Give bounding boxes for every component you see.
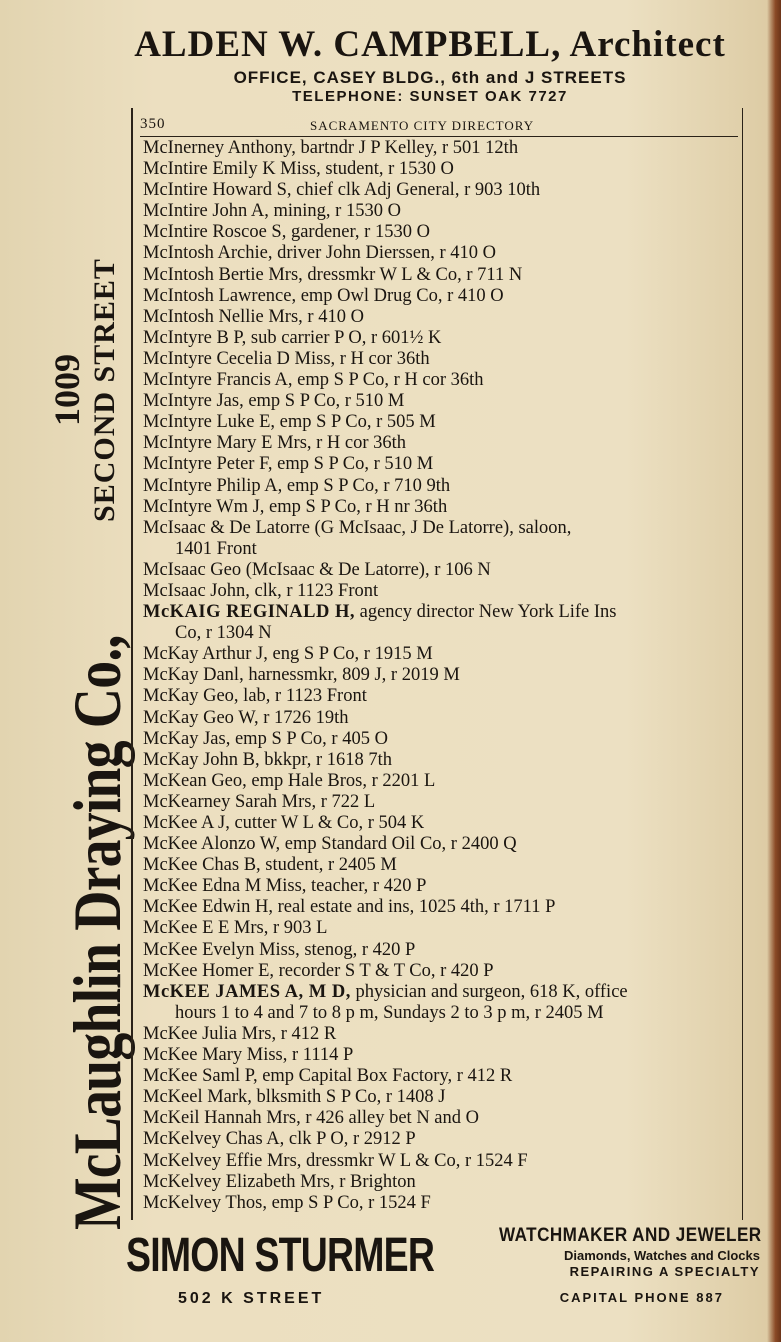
entry-continuation [143,1003,743,1024]
jeweler-phone: CAPITAL PHONE 887 [559,1290,724,1305]
directory-entry [143,982,743,1003]
entry-text: Co, r 1304 N [175,623,272,644]
entry-text: McIntyre Peter F, emp S P Co, r 510 M [143,454,434,475]
entry-text: McIntyre B P, sub carrier P O, r 601½ K [143,327,442,348]
entry-text: McKee E E Mrs, r 903 L [143,918,328,939]
directory-entry [143,1108,743,1129]
directory-entry [143,961,743,982]
entry-text: McIntire Roscoe S, gardener, r 1530 O [143,222,430,243]
entry-text: McKay Arthur J, eng S P Co, r 1915 M [143,644,433,665]
directory-entry [143,771,743,792]
directory-entry [143,243,743,264]
directory-entry [143,518,743,539]
entry-text: McIntyre Wm J, emp S P Co, r H nr 36th [143,496,448,517]
directory-entry [143,370,743,391]
entry-text: McKeel Mark, blksmith S P Co, r 1408 J [143,1087,446,1108]
directory-entry [143,644,743,665]
directory-entry [143,180,743,201]
directory-entry [143,328,743,349]
directory-entry [143,560,743,581]
entry-text: McIsaac & De Latorre (G McIsaac, J De Latorre), saloon, [143,517,572,538]
bottom-advertisement [126,1222,766,1322]
entry-text: McIntire Howard S, chief clk Adj General, r 903 10th [143,180,541,201]
directory-entry [143,222,743,243]
entry-text: McKelvey Chas A, clk P O, r 2912 P [143,1129,416,1150]
jeweler-name: SIMON STURMER [126,1229,435,1282]
architect-office: OFFICE, CASEY BLDG., 6th and J STREETS [233,68,627,87]
entry-text: McKee Alonzo W, emp Standard Oil Co, r 2400 Q [143,834,517,855]
architect-telephone: TELEPHONE: SUNSET OAK 7727 [292,88,568,105]
directory-entry [143,602,743,623]
entry-text: McIntosh Bertie Mrs, dressmkr W L & Co, r 711 N [143,264,523,285]
draying-street-number: 1009 [47,354,87,426]
directory-entry [143,1045,743,1066]
entry-text: McKee Edwin H, real estate and ins, 1025 4th, r 1711 P [143,897,556,918]
page-number: 350 [140,116,166,132]
entry-bold-name: McKEE JAMES A, M D, [143,981,351,1002]
directory-entry [143,159,743,180]
entry-text: McIntyre Francis A, emp S P Co, r H cor 36th [143,370,484,391]
entry-text: McKelvey Elizabeth Mrs, r Brighton [143,1171,416,1192]
entry-text: McKay Geo, lab, r 1123 Front [143,686,367,707]
directory-entry [143,729,743,750]
jeweler-street: 502 K STREET [178,1290,325,1307]
directory-entry [143,1193,743,1214]
directory-entry [143,1087,743,1108]
entry-text: McIntyre Jas, emp S P Co, r 510 M [143,391,405,412]
directory-entry [143,433,743,454]
draying-company-name: McLaughlin Draying Co., [59,635,135,1230]
entry-text: McIsaac John, clk, r 1123 Front [143,580,379,601]
entry-text: McKee Evelyn Miss, stenog, r 420 P [143,939,416,960]
entry-text: McIntosh Archie, driver John Dierssen, r 410 O [143,243,496,264]
directory-entry [143,349,743,370]
directory-title: SACRAMENTO CITY DIRECTORY [310,118,535,133]
entry-text: physician and surgeon, 618 K, office [350,981,628,1002]
entry-text: McKay John B, bkkpr, r 1618 7th [143,749,392,770]
directory-entry [143,391,743,412]
directory-entry [143,665,743,686]
directory-entry [143,307,743,328]
entry-text: McKee A J, cutter W L & Co, r 504 K [143,813,425,833]
entry-text: McKelvey Thos, emp S P Co, r 1524 F [143,1192,431,1213]
entry-bold-name: McKAIG REGINALD H, [143,602,355,623]
entry-text: hours 1 to 4 and 7 to 8 p m, Sundays 2 to 3 p m, r 2405 M [175,1002,604,1023]
directory-entry [143,1172,743,1193]
entry-text: agency director New York Life Ins [355,602,617,623]
directory-entry [143,940,743,961]
directory-entry [143,1066,743,1087]
directory-entry [143,286,743,307]
entry-text: McIntyre Mary E Mrs, r H cor 36th [143,433,407,454]
directory-entry [143,138,743,159]
entry-text: McKee Mary Miss, r 1114 P [143,1045,354,1066]
jeweler-specialty: REPAIRING A SPECIALTY [569,1264,760,1279]
directory-entry [143,792,743,813]
directory-entry [143,918,743,939]
entry-text: McKee Saml P, emp Capital Box Factory, r 412 R [143,1066,513,1087]
directory-entry [143,265,743,286]
jeweler-trade: WATCHMAKER AND JEWELER [499,1225,762,1246]
page-edge [767,0,781,1342]
directory-entry [143,686,743,707]
directory-entry [143,581,743,602]
directory-entry [143,897,743,918]
entry-text: McIntyre Cecelia D Miss, r H cor 36th [143,348,430,369]
page-header [140,116,738,137]
directory-entry [143,855,743,876]
directory-entry [143,1151,743,1172]
entry-text: McIntire John A, mining, r 1530 O [143,201,401,222]
jeweler-trade-block [470,1224,760,1280]
directory-entry [143,813,743,834]
directory-entry [143,412,743,433]
directory-entry [143,750,743,771]
entry-text: McKee Edna M Miss, teacher, r 420 P [143,876,427,897]
entry-text: McKean Geo, emp Hale Bros, r 2201 L [143,770,436,791]
directory-entry [143,708,743,729]
entry-text: McKay Jas, emp S P Co, r 405 O [143,728,388,749]
directory-entry [143,454,743,475]
entry-text: McIntyre Philip A, emp S P Co, r 710 9th [143,475,451,496]
entry-text: McIntyre Luke E, emp S P Co, r 505 M [143,412,436,433]
entry-text: McKee Chas B, student, r 2405 M [143,855,397,876]
entry-text: McIntire Emily K Miss, student, r 1530 O [143,159,454,180]
directory-entry [143,201,743,222]
draying-address [49,180,125,600]
entry-continuation [143,539,743,560]
top-advertisement [100,24,760,106]
directory-entry [143,497,743,518]
directory-entries [143,138,743,1214]
directory-entry [143,476,743,497]
entry-text: McKee Homer E, recorder S T & T Co, r 420 P [143,960,494,981]
entry-text: McKay Danl, harnessmkr, 809 J, r 2019 M [143,665,460,686]
jeweler-goods: Diamonds, Watches and Clocks [563,1248,760,1263]
entry-text: McKearney Sarah Mrs, r 722 L [143,791,376,812]
directory-entry [143,834,743,855]
directory-entry [143,1129,743,1150]
entry-text: McKee Julia Mrs, r 412 R [143,1023,337,1044]
directory-entry [143,1024,743,1045]
entry-text: McKay Geo W, r 1726 19th [143,707,349,728]
entry-continuation [143,623,743,644]
draying-street-name: SECOND STREET [88,258,121,522]
entry-text: 1401 Front [175,538,257,559]
entry-text: McKelvey Effie Mrs, dressmkr W L & Co, r 1524 F [143,1150,528,1171]
entry-text: McKeil Hannah Mrs, r 426 alley bet N and O [143,1108,479,1129]
entry-text: McInerney Anthony, bartndr J P Kelley, r 501 12th [143,138,519,158]
entry-text: McIsaac Geo (McIsaac & De Latorre), r 106 N [143,559,491,580]
entry-text: McIntosh Nellie Mrs, r 410 O [143,306,364,327]
entry-text: McIntosh Lawrence, emp Owl Drug Co, r 410 O [143,285,504,306]
architect-name: ALDEN W. CAMPBELL, Architect [134,24,726,65]
directory-entry [143,876,743,897]
